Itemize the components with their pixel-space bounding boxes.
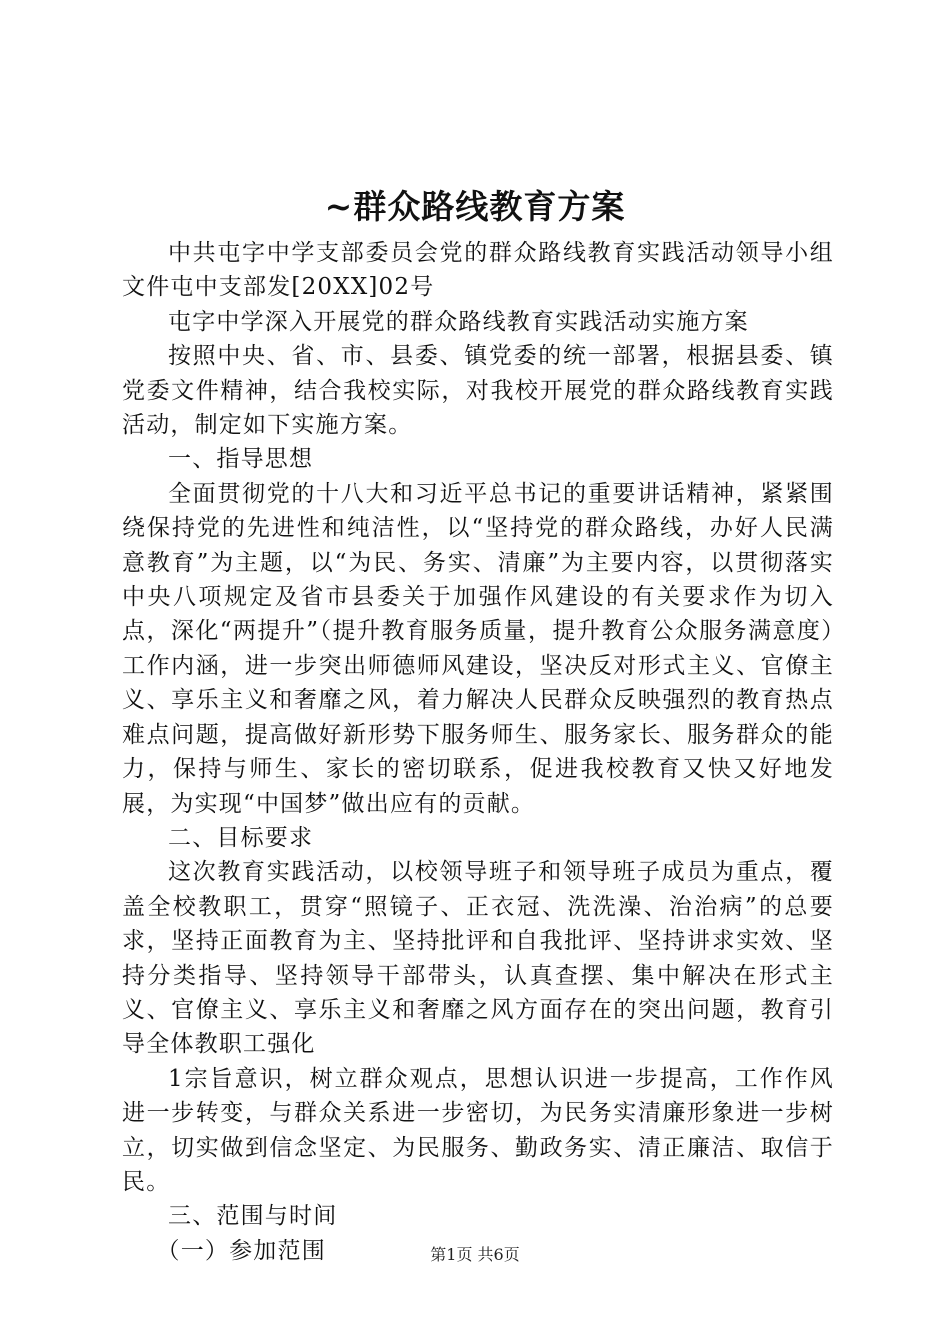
- paragraph-intro: 按照中央、省、市、县委、镇党委的统一部署，根据县委、镇党委文件精神，结合我校实际，对我校开展党的群众路线教育实践活动，制定如下实施方案。: [122, 343, 834, 439]
- paragraph-header-notice: 中共屯字中学支部委员会党的群众路线教育实践活动领导小组文件屯中支部发[20XX]02号: [122, 240, 834, 301]
- document-body: [122, 236, 834, 1268]
- section-heading-guiding-ideology: 一、指导思想: [168, 446, 314, 473]
- paragraph-goals: 这次教育实践活动，以校领导班子和领导班子成员为重点，覆盖全校教职工，贯穿“照镜子、正衣冠、洗洗澡、治治病”的总要求，坚持正面教育为主、坚持批评和自我批评、坚持讲求实效、坚持分类指导、坚持领导干部带头，认真查摆、集中解决在形式主义、官僚主义、享乐主义和奢靡之风方面存在的突出问题，教育引导全体教职工强化: [122, 859, 834, 1058]
- page-footer: 第1页 共6页: [430, 1245, 520, 1264]
- paragraph-guiding-ideology: 全面贯彻党的十八大和习近平总书记的重要讲话精神，紧紧围绕保持党的先进性和纯洁性，以“坚持党的群众路线，办好人民满意教育”为主题，以“为民、务实、清廉”为主要内容，以贯彻落实中央八项规定及省市县委关于加强作风建设的有关要求作为切入点，深化“两提升”（提升教育服务质量，提升教育公众服务满意度）工作内涵，进一步突出师德师风建设，坚决反对形式主义、官僚主义、享乐主义和奢靡之风，着力解决人民群众反映强烈的教育热点难点问题，提高做好新形势下服务师生、服务家长、服务群众的能力，保持与师生、家长的密切联系，促进我校教育又快又好地发展，为实现“中国梦”做出应有的贡献。: [122, 480, 834, 817]
- paragraph-plan-name: 屯字中学深入开展党的群众路线教育实践活动实施方案: [168, 308, 749, 335]
- paragraph-goals-continued: 1宗旨意识，树立群众观点，思想认识进一步提高，工作作风进一步转变，与群众关系进一步密切，为民务实清廉形象进一步树立，切实做到信念坚定、为民服务、勤政务实、清正廉洁、取信于民。: [122, 1065, 834, 1195]
- section-heading-goals: 二、目标要求: [168, 824, 314, 851]
- subsection-heading-scope: （一）参加范围: [156, 1237, 326, 1264]
- section-heading-scope-and-time: 三、范围与时间: [168, 1203, 338, 1230]
- document-title: ~群众路线教育方案: [324, 187, 626, 226]
